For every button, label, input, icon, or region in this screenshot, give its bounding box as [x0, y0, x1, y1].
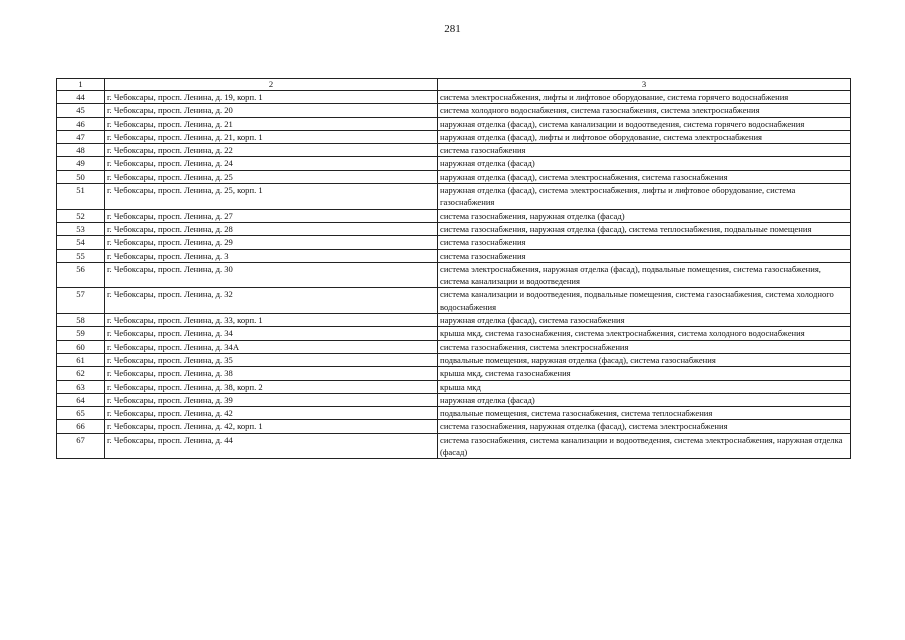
row-address: г. Чебоксары, просп. Ленина, д. 33, корп. 1 — [105, 314, 438, 327]
row-systems: система газоснабжения — [438, 249, 851, 262]
row-address: г. Чебоксары, просп. Ленина, д. 34А — [105, 340, 438, 353]
row-address: г. Чебоксары, просп. Ленина, д. 38, корп. 2 — [105, 380, 438, 393]
row-number: 62 — [57, 367, 105, 380]
column-number-1: 1 — [57, 79, 105, 91]
row-address: г. Чебоксары, просп. Ленина, д. 35 — [105, 353, 438, 366]
table-row — [57, 170, 851, 183]
row-number: 45 — [57, 104, 105, 117]
table-row — [57, 117, 851, 130]
row-systems: система газоснабжения, наружная отделка (фасад), система электроснабжения — [438, 420, 851, 433]
table-row — [57, 314, 851, 327]
row-systems: система канализации и водоотведения, подвальные помещения, система газоснабжения, система холодного водоснабжения — [438, 288, 851, 314]
row-address: г. Чебоксары, просп. Ленина, д. 34 — [105, 327, 438, 340]
row-address: г. Чебоксары, просп. Ленина, д. 24 — [105, 157, 438, 170]
table-row — [57, 327, 851, 340]
row-address: г. Чебоксары, просп. Ленина, д. 20 — [105, 104, 438, 117]
row-systems: система газоснабжения — [438, 236, 851, 249]
table-row — [57, 433, 851, 459]
row-systems: наружная отделка (фасад), система канализации и водоотведения, система горячего водоснабжения — [438, 117, 851, 130]
row-systems: наружная отделка (фасад), система газоснабжения — [438, 314, 851, 327]
row-systems: наружная отделка (фасад), лифты и лифтовое оборудование, система электроснабжения — [438, 130, 851, 143]
page-number: 281 — [444, 23, 461, 35]
table-row — [57, 91, 851, 104]
row-systems: наружная отделка (фасад), система электроснабжения, система газоснабжения — [438, 170, 851, 183]
row-systems: подвальные помещения, наружная отделка (фасад), система газоснабжения — [438, 353, 851, 366]
table-row — [57, 353, 851, 366]
row-address: г. Чебоксары, просп. Ленина, д. 21, корп. 1 — [105, 130, 438, 143]
row-number: 49 — [57, 157, 105, 170]
row-systems: система холодного водоснабжения, система газоснабжения, система электроснабжения — [438, 104, 851, 117]
row-systems: наружная отделка (фасад), система электроснабжения, лифты и лифтовое оборудование, система газоснабжения — [438, 184, 851, 210]
table-row — [57, 367, 851, 380]
row-number: 63 — [57, 380, 105, 393]
row-address: г. Чебоксары, просп. Ленина, д. 25 — [105, 170, 438, 183]
row-address: г. Чебоксары, просп. Ленина, д. 38 — [105, 367, 438, 380]
table-row — [57, 209, 851, 222]
row-address: г. Чебоксары, просп. Ленина, д. 42 — [105, 407, 438, 420]
row-systems: крыша мкд, система газоснабжения — [438, 367, 851, 380]
row-address: г. Чебоксары, просп. Ленина, д. 19, корп. 1 — [105, 91, 438, 104]
row-number: 46 — [57, 117, 105, 130]
row-address: г. Чебоксары, просп. Ленина, д. 25, корп. 1 — [105, 184, 438, 210]
table-row — [57, 130, 851, 143]
row-number: 48 — [57, 144, 105, 157]
row-number: 53 — [57, 222, 105, 235]
row-systems: система газоснабжения, система канализации и водоотведения, система электроснабжения, наружная отделка (фасад) — [438, 433, 851, 459]
table-row — [57, 222, 851, 235]
row-systems: система газоснабжения, наружная отделка (фасад) — [438, 209, 851, 222]
table-row — [57, 407, 851, 420]
row-number: 65 — [57, 407, 105, 420]
systems-table — [56, 78, 851, 459]
table-row — [57, 249, 851, 262]
row-address: г. Чебоксары, просп. Ленина, д. 27 — [105, 209, 438, 222]
row-number: 56 — [57, 262, 105, 288]
row-number: 59 — [57, 327, 105, 340]
row-address: г. Чебоксары, просп. Ленина, д. 28 — [105, 222, 438, 235]
row-systems: система электроснабжения, наружная отделка (фасад), подвальные помещения, система газоснабжения, система канализации и водоотведения — [438, 262, 851, 288]
row-systems: система газоснабжения, система электроснабжения — [438, 340, 851, 353]
row-number: 66 — [57, 420, 105, 433]
row-address: г. Чебоксары, просп. Ленина, д. 30 — [105, 262, 438, 288]
table-row — [57, 393, 851, 406]
table-row — [57, 236, 851, 249]
column-number-2: 2 — [105, 79, 438, 91]
table-row — [57, 144, 851, 157]
table-row — [57, 288, 851, 314]
row-number: 64 — [57, 393, 105, 406]
row-address: г. Чебоксары, просп. Ленина, д. 44 — [105, 433, 438, 459]
row-systems: крыша мкд — [438, 380, 851, 393]
row-number: 44 — [57, 91, 105, 104]
table-row — [57, 420, 851, 433]
row-address: г. Чебоксары, просп. Ленина, д. 22 — [105, 144, 438, 157]
table-row — [57, 262, 851, 288]
row-number: 55 — [57, 249, 105, 262]
table-row — [57, 104, 851, 117]
row-systems: наружная отделка (фасад) — [438, 393, 851, 406]
row-number: 47 — [57, 130, 105, 143]
row-address: г. Чебоксары, просп. Ленина, д. 21 — [105, 117, 438, 130]
row-number: 50 — [57, 170, 105, 183]
column-number-3: 3 — [438, 79, 851, 91]
row-systems: система газоснабжения — [438, 144, 851, 157]
row-number: 52 — [57, 209, 105, 222]
row-address: г. Чебоксары, просп. Ленина, д. 39 — [105, 393, 438, 406]
row-number: 51 — [57, 184, 105, 210]
table-row — [57, 340, 851, 353]
row-number: 57 — [57, 288, 105, 314]
row-systems: крыша мкд, система газоснабжения, система электроснабжения, система холодного водоснабжения — [438, 327, 851, 340]
row-systems: система газоснабжения, наружная отделка (фасад), система теплоснабжения, подвальные помещения — [438, 222, 851, 235]
row-address: г. Чебоксары, просп. Ленина, д. 29 — [105, 236, 438, 249]
row-address: г. Чебоксары, просп. Ленина, д. 3 — [105, 249, 438, 262]
row-systems: наружная отделка (фасад) — [438, 157, 851, 170]
table-header-row — [57, 79, 851, 91]
table-row — [57, 380, 851, 393]
row-address: г. Чебоксары, просп. Ленина, д. 32 — [105, 288, 438, 314]
row-number: 60 — [57, 340, 105, 353]
table-row — [57, 184, 851, 210]
row-number: 58 — [57, 314, 105, 327]
row-systems: система электроснабжения, лифты и лифтовое оборудование, система горячего водоснабжения — [438, 91, 851, 104]
table-row — [57, 157, 851, 170]
row-number: 61 — [57, 353, 105, 366]
row-systems: подвальные помещения, система газоснабжения, система теплоснабжения — [438, 407, 851, 420]
row-address: г. Чебоксары, просп. Ленина, д. 42, корп. 1 — [105, 420, 438, 433]
row-number: 54 — [57, 236, 105, 249]
row-number: 67 — [57, 433, 105, 459]
